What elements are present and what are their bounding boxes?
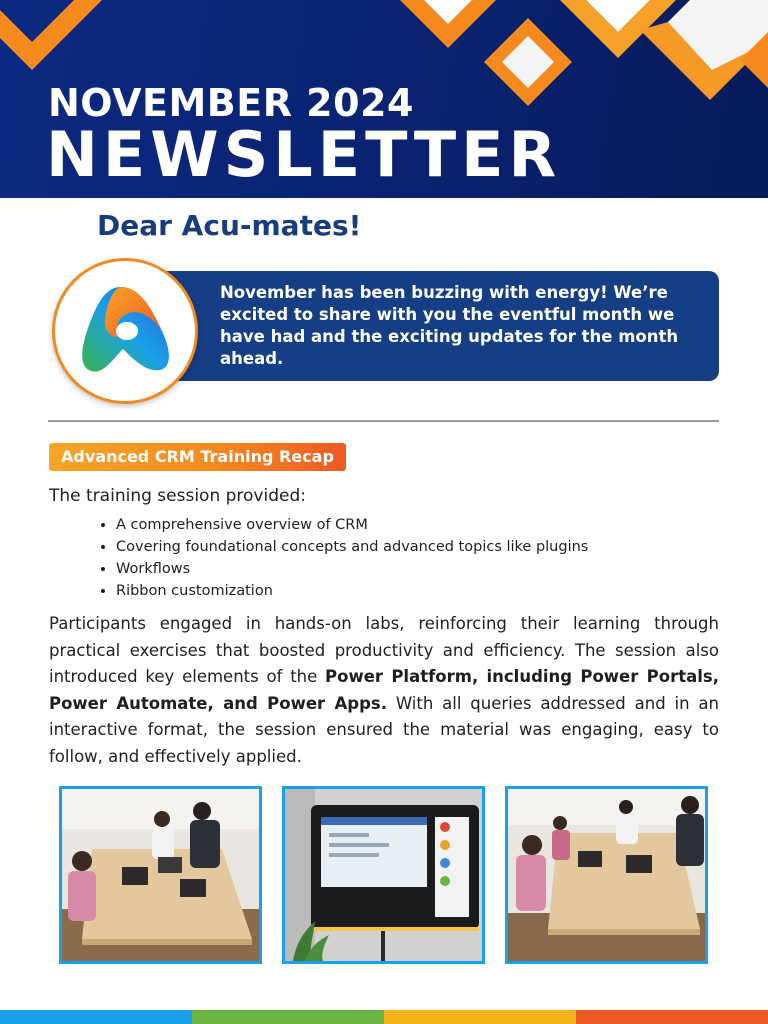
footer-color-bar	[0, 1010, 768, 1024]
training-topics-list	[96, 514, 588, 602]
list-item: • Covering foundational concepts and advanced topics like plugins	[116, 536, 588, 558]
training-photo-2	[282, 786, 485, 964]
training-room-photo-icon	[508, 789, 705, 961]
company-logo-icon	[73, 279, 177, 383]
section-badge: Advanced CRM Training Recap	[49, 443, 346, 471]
list-item: • A comprehensive overview of CRM	[116, 514, 588, 536]
section-divider	[48, 420, 719, 422]
footer-stripe-green	[192, 1010, 384, 1024]
footer-stripe-red	[576, 1010, 768, 1024]
training-summary-paragraph	[49, 611, 719, 770]
paragraph-bold-text: Power Platform, including Power Portals, Power Automate, and Power Apps.	[49, 667, 719, 713]
footer-stripe-yellow	[384, 1010, 576, 1024]
training-photo-1	[59, 786, 262, 964]
section-lead: The training session provided:	[49, 486, 306, 506]
newsletter-month: NOVEMBER 2024	[48, 81, 414, 125]
paragraph-text: With all queries addressed and in an interactive format, the session ensured the material was engaging, easy to follow, and effectively applied.	[49, 693, 719, 766]
presentation-screen-photo-icon	[285, 789, 482, 961]
greeting-heading: Dear Acu-mates!	[97, 209, 362, 242]
training-room-photo-icon	[62, 789, 259, 961]
company-logo	[52, 258, 198, 404]
newsletter-title: NEWSLETTER	[46, 118, 562, 191]
footer-stripe-blue	[0, 1010, 192, 1024]
training-photo-3	[505, 786, 708, 964]
intro-text: November has been buzzing with energy! We’re excited to share with you the eventful month we have had and the exciting updates for the month ahead.	[220, 283, 679, 368]
list-item: • Workflows	[116, 558, 588, 580]
newsletter-header	[0, 0, 768, 198]
paragraph-text: Participants engaged in hands-on labs, reinforcing their learning through practical exercises that boosted productivity and efficiency. The session also introduced key elements of the	[49, 614, 719, 686]
list-item: • Ribbon customization	[116, 580, 588, 602]
